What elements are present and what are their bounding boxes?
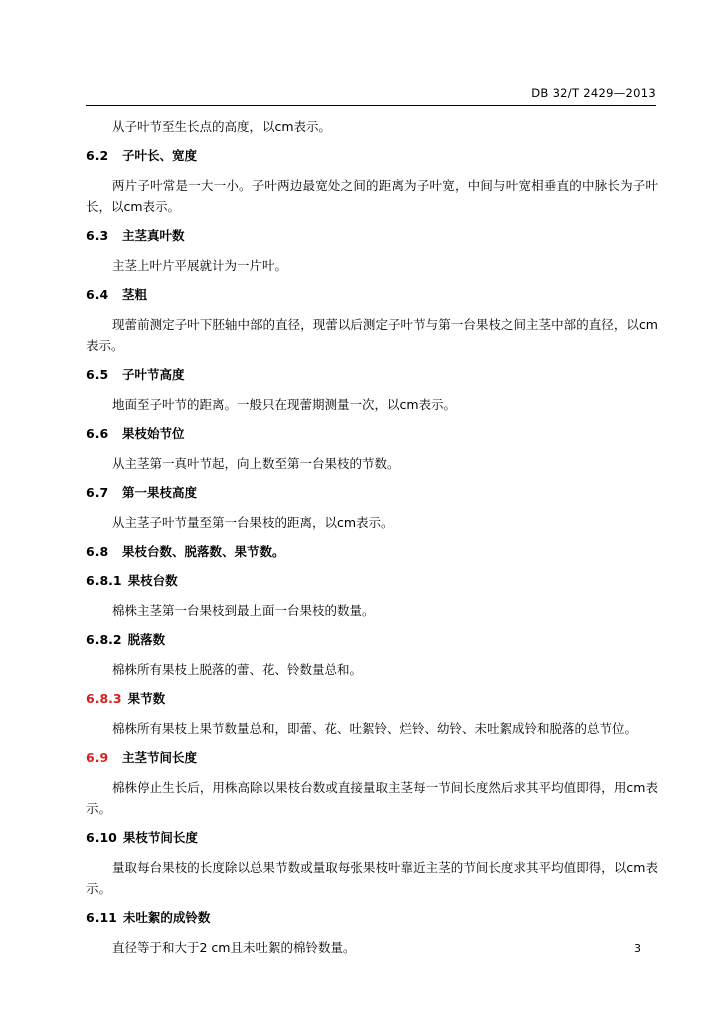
- section-number: 6.8.1: [86, 573, 122, 588]
- body-paragraph: 两片子叶常是一大一小。子叶两边最宽处之间的距离为子叶宽，中间与叶宽相垂直的中脉长为子叶长，以cm表示。: [86, 178, 658, 214]
- section-heading-6-8-2: [86, 630, 658, 650]
- section-number: 6.9: [86, 750, 109, 765]
- section-title: 茎粗: [122, 287, 148, 302]
- section-number: 6.3: [86, 228, 109, 243]
- body-paragraph: 棉株所有果枝上果节数量总和，即蕾、花、吐絮铃、烂铃、幼铃、未吐絮成铃和脱落的总节位。: [112, 721, 638, 736]
- section-heading-6-4: [86, 285, 658, 305]
- body-paragraph: 棉株所有果枝上脱落的蕾、花、铃数量总和。: [112, 662, 363, 677]
- section-title: 第一果枝高度: [122, 485, 198, 500]
- body-paragraph: 棉株停止生长后，用株高除以果枝台数或直接量取主茎每一节间长度然后求其平均值即得，用cm表示。: [86, 780, 658, 816]
- section-number: 6.4: [86, 287, 109, 302]
- section-number: 6.5: [86, 367, 109, 382]
- body-paragraph: 直径等于和大于2 cm且未吐絮的棉铃数量。: [112, 940, 356, 955]
- section-heading-6-9: [86, 748, 658, 768]
- section-heading-6-7: [86, 483, 658, 503]
- section-heading-6-5: [86, 365, 658, 385]
- body-paragraph: 量取每台果枝的长度除以总果节数或量取每张果枝叶靠近主茎的节间长度求其平均值即得，以cm表示。: [86, 860, 658, 896]
- section-title: 子叶长、宽度: [122, 148, 198, 163]
- section-number: 6.8.3: [86, 691, 122, 706]
- section-heading-6-8: [86, 542, 658, 562]
- page-number: 3: [634, 942, 641, 955]
- body-paragraph: 从主茎子叶节量至第一台果枝的距离，以cm表示。: [112, 515, 394, 530]
- section-number: 6.8.2: [86, 632, 122, 647]
- section-number: 6.2: [86, 148, 109, 163]
- body-paragraph: 主茎上叶片平展就计为一片叶。: [112, 258, 288, 273]
- section-title: 脱落数: [127, 632, 166, 647]
- section-number: 6.11: [86, 910, 117, 925]
- body-paragraph: 从主茎第一真叶节起，向上数至第一台果枝的节数。: [112, 456, 400, 471]
- section-title: 未吐絮的成铃数: [122, 910, 211, 925]
- section-number: 6.10: [86, 830, 117, 845]
- section-title: 主茎节间长度: [122, 750, 198, 765]
- section-number: 6.8: [86, 544, 109, 559]
- body-paragraph: 棉株主茎第一台果枝到最上面一台果枝的数量。: [112, 603, 375, 618]
- header-divider: [86, 105, 656, 106]
- body-paragraph: 现蕾前测定子叶下胚轴中部的直径，现蕾以后测定子叶节与第一台果枝之间主茎中部的直径，以cm表示。: [86, 317, 658, 353]
- section-title: 果枝始节位: [122, 426, 185, 441]
- section-heading-6-2: [86, 146, 658, 166]
- section-title: 子叶节高度: [122, 367, 185, 382]
- section-title: 果枝节间长度: [122, 830, 198, 845]
- body-paragraph: 地面至子叶节的距离。一般只在现蕾期测量一次，以cm表示。: [112, 397, 457, 412]
- section-heading-6-10: [86, 828, 658, 848]
- section-heading-6-6: [86, 424, 658, 444]
- section-number: 6.7: [86, 485, 109, 500]
- document-body: [86, 116, 658, 967]
- standard-code-header: DB 32/T 2429—2013: [531, 86, 656, 100]
- section-title: 主茎真叶数: [122, 228, 185, 243]
- section-number: 6.6: [86, 426, 109, 441]
- section-heading-6-11: [86, 908, 658, 928]
- section-heading-6-3: [86, 226, 658, 246]
- section-title: 果枝台数、脱落数、果节数。: [122, 544, 285, 559]
- section-title: 果节数: [127, 691, 166, 706]
- section-title: 果枝台数: [127, 573, 178, 588]
- section-heading-6-8-1: [86, 571, 658, 591]
- body-paragraph: 从子叶节至生长点的高度，以cm表示。: [112, 119, 332, 134]
- section-heading-6-8-3: [86, 689, 658, 709]
